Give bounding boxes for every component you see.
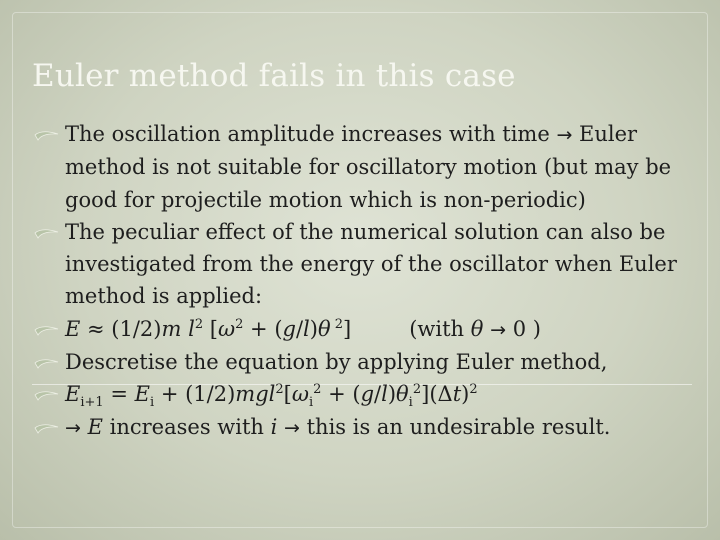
arrow-icon: →	[490, 318, 507, 341]
energy-formula: E ≈ (1/2)m $l^2$ [$\omega^2 + (g/l)\theta$ $^2$] (with θ → 0 )	[65, 316, 541, 341]
arrow-icon: →	[65, 416, 81, 439]
discrete-formula: $E_{i+1} = E_i + (1/2)mgl^2[\omega_i^2 + (g/l)\theta_i^2](\Delta t)^2$	[65, 382, 478, 411]
bullet-icon	[30, 411, 60, 443]
bullet-icon	[30, 118, 60, 150]
bullet-discretise	[30, 346, 710, 378]
arrow-icon: →	[556, 124, 573, 146]
bullet-text: Descretise the equation by applying Euler method,	[65, 350, 608, 375]
slide-title: Euler method fails in this case	[32, 58, 516, 94]
bullet-icon	[30, 378, 60, 410]
bullet-icon	[30, 346, 60, 378]
bullet-energy	[30, 216, 710, 313]
slide-body	[30, 118, 710, 444]
bullet-icon	[30, 313, 60, 345]
bullet-text: The oscillation amplitude increases with time → Euler method is not suitable for oscillatory motion (but may be good for projectile motion which is non-periodic)	[65, 122, 672, 212]
bullet-amplitude	[30, 118, 710, 216]
bullet-conclusion	[30, 411, 710, 444]
bullet-discrete-formula	[30, 378, 710, 410]
conclusion-text: → E increases with i → this is an undesirable result.	[65, 414, 611, 439]
bullet-icon	[30, 216, 60, 248]
bullet-text: The peculiar effect of the numerical solution can also be investigated from the energy of the oscillator when Euler method is applied:	[65, 219, 677, 309]
bullet-energy-formula	[30, 313, 710, 346]
arrow-icon: →	[284, 416, 300, 439]
